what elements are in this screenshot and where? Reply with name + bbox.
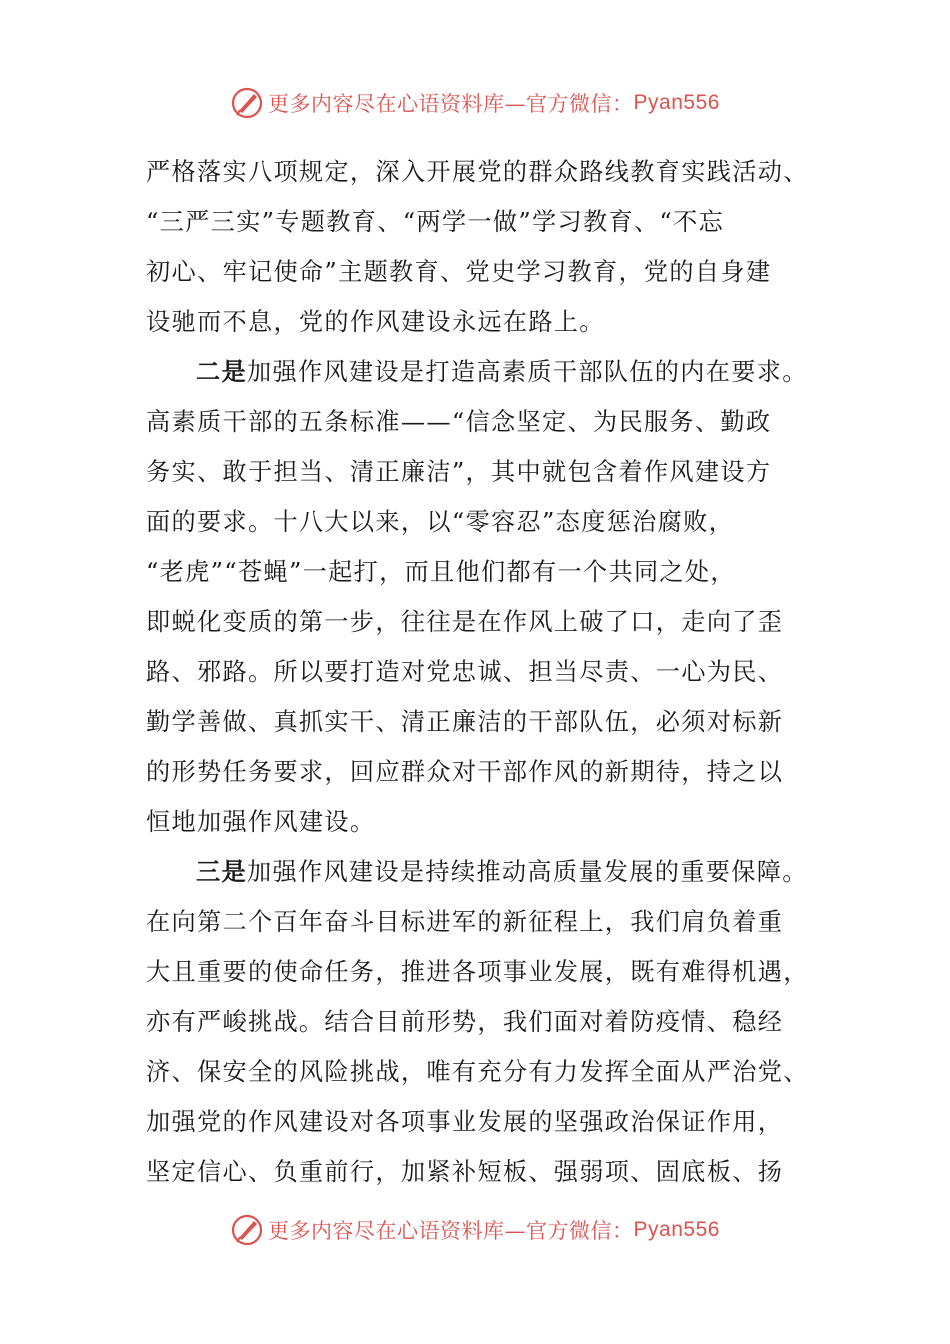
paragraph-3-heading: 加强作风建设是持续推动高质量发展的重要保障。: [246, 858, 808, 886]
paragraph-2-heading: 加强作风建设是打造高素质干部队伍的内在要求。: [246, 358, 808, 386]
text-line: 面的要求。十八大以来，以“零容忍”态度惩治腐败，: [146, 508, 735, 536]
text-line: 的形势任务要求，回应群众对干部作风的新期待，持之以: [146, 758, 784, 786]
text-line: 坚定信心、负重前行，加紧补短板、强弱项、固底板、扬: [146, 1158, 784, 1186]
text-line: “老虎”“苍蝇”一起打，而且他们都有一个共同之处，: [146, 558, 736, 586]
document-body: [146, 147, 809, 1197]
text-line: 大且重要的使命任务，推进各项事业发展，既有难得机遇，: [146, 958, 809, 986]
text-line: 亦有严峻挑战。结合目前形势，我们面对着防疫情、稳经: [146, 1008, 784, 1036]
paragraph-2-lead: 二是: [196, 357, 247, 386]
quill-logo-icon: [230, 86, 264, 120]
text-line: 加强党的作风建设对各项事业发展的坚强政治保证作用，: [146, 1108, 784, 1136]
text-line: 在向第二个百年奋斗目标进军的新征程上，我们肩负着重: [146, 908, 784, 936]
text-line: 恒地加强作风建设。: [146, 808, 376, 836]
text-line: 即蜕化变质的第一步，往往是在作风上破了口，走向了歪: [146, 608, 784, 636]
text-line: 设驰而不息，党的作风建设永远在路上。: [146, 308, 605, 336]
paragraph-3-lead: 三是: [196, 857, 247, 886]
quill-logo-icon: [230, 1213, 264, 1247]
text-line: 高素质干部的五条标准——“信念坚定、为民服务、勤政: [146, 408, 772, 436]
text-line: 务实、敢于担当、清正廉洁”，其中就包含着作风建设方: [146, 458, 772, 486]
banner-text: 更多内容尽在心语资料库—官方微信：: [268, 1219, 634, 1243]
text-line: “三严三实”专题教育、“两学一做”学习教育、“不忘: [146, 208, 725, 236]
paragraph-3-first-line: [146, 847, 806, 897]
banner-wechat-id: Pyan556: [633, 1218, 720, 1241]
banner-text: 更多内容尽在心语资料库—官方微信：: [268, 92, 634, 116]
header-banner: [0, 83, 950, 123]
text-line: 路、邪路。所以要打造对党忠诚、担当尽责、一心为民、: [146, 658, 784, 686]
text-line: 济、保安全的风险挑战，唯有充分有力发挥全面从严治党、: [146, 1058, 809, 1086]
text-line: 勤学善做、真抓实干、清正廉洁的干部队伍，必须对标新: [146, 708, 784, 736]
text-line: 严格落实八项规定，深入开展党的群众路线教育实践活动、: [146, 158, 809, 186]
text-line: 初心、牢记使命”主题教育、党史学习教育，党的自身建: [146, 258, 772, 286]
banner-wechat-id: Pyan556: [633, 91, 720, 114]
paragraph-2-first-line: [146, 347, 806, 397]
footer-banner: [0, 1210, 950, 1250]
